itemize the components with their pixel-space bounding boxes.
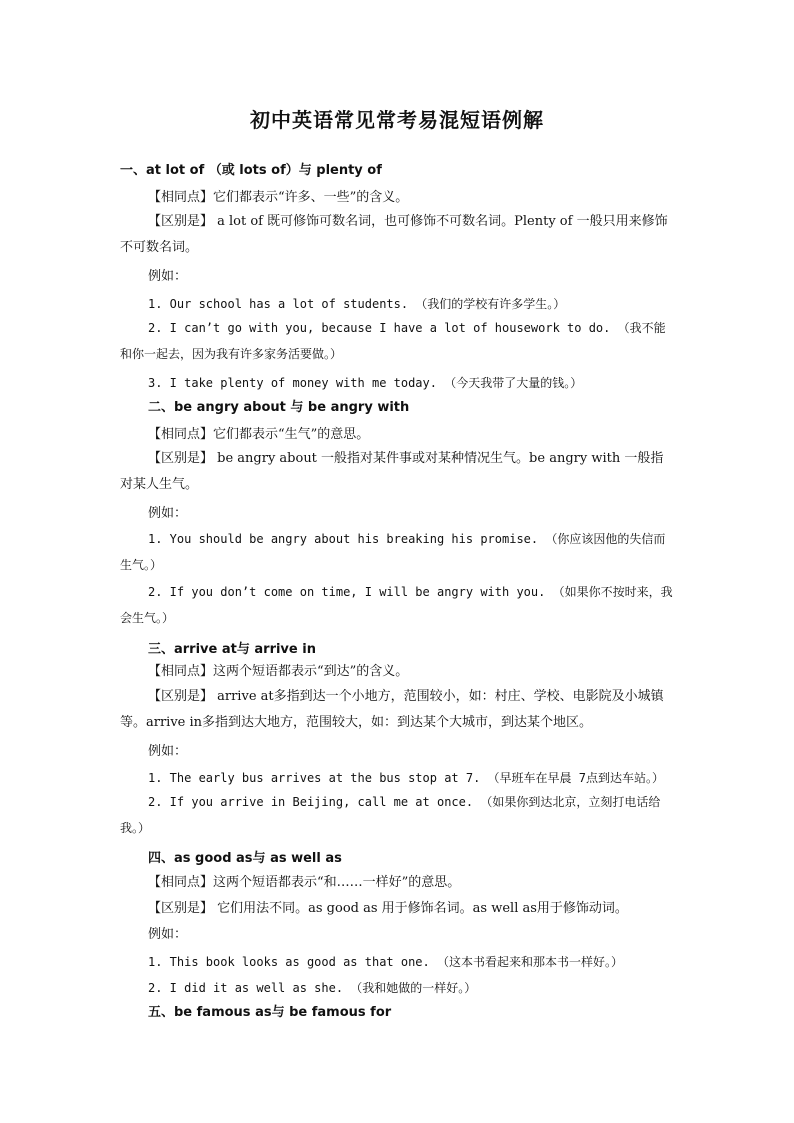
difference-text-3: 【区别是】 arrive at多指到达一个小地方，范围较小，如：村庄、学校、电影院及小城镇等。arrive in多指到达大地方，范围较大，如：到达某个大城市，到达某个地区。 (120, 689, 664, 730)
section-heading-2: 二、be angry about 与 be angry with (148, 400, 410, 415)
example-sentence: 1. You should be angry about his breaking his promise. （你应该因他的失信而生气。） (120, 532, 666, 572)
document-title: 初中英语常见常考易混短语例解 (250, 108, 544, 132)
example-sentence: 3. I take plenty of money with me today. （今天我带了大量的钱。） (148, 376, 583, 390)
example-label-3: 例如： (148, 744, 188, 759)
example-sentence: 2. I did it as well as she. （我和她做的一样好。） (148, 981, 477, 995)
similarity-text-2: 【相同点】它们都表示“生气”的意思。 (148, 427, 370, 442)
example-sentence: 2. If you don’t come on time, I will be angry with you. （如果你不按时来，我会生气。） (120, 585, 673, 625)
difference-text-1: 【区别是】 a lot of 既可修饰可数名词，也可修饰不可数名词。Plenty of 一般只用来修饰不可数名词。 (120, 214, 668, 255)
example-label-2: 例如： (148, 506, 188, 521)
similarity-text-4: 【相同点】这两个短语都表示“和……一样好”的意思。 (148, 875, 461, 890)
example-sentence: 1. The early bus arrives at the bus stop at 7. （早班车在早晨 7点到达车站。） (148, 771, 665, 785)
section-heading-1: 一、at lot of （或 lots of）与 plenty of (120, 163, 382, 178)
example-sentence: 1. Our school has a lot of students. （我们的学校有许多学生。） (148, 297, 566, 311)
similarity-text-1: 【相同点】它们都表示“许多、一些”的含义。 (148, 190, 409, 205)
example-sentence: 2. If you arrive in Beijing, call me at once. （如果你到达北京，立刻打电话给我。） (120, 795, 661, 835)
section-heading-5: 五、be famous as与 be famous for (148, 1005, 392, 1020)
difference-text-2: 【区别是】 be angry about 一般指对某件事或对某种情况生气。be angry with 一般指对某人生气。 (120, 451, 664, 492)
section-heading-3: 三、arrive at与 arrive in (148, 642, 316, 657)
difference-text-4: 【区别是】 它们用法不同。as good as 用于修饰名词。as well as用于修饰动词。 (148, 901, 628, 916)
section-heading-4: 四、as good as与 as well as (148, 851, 342, 866)
example-sentence: 2. I can’t go with you, because I have a lot of housework to do. （我不能和你一起去，因为我有许多家务活要做。） (120, 321, 666, 361)
example-label-4: 例如： (148, 927, 188, 942)
similarity-text-3: 【相同点】这两个短语都表示“到达”的含义。 (148, 664, 409, 679)
example-sentence: 1. This book looks as good as that one. （这本书看起来和那本书一样好。） (148, 955, 623, 969)
example-label-1: 例如： (148, 269, 188, 284)
